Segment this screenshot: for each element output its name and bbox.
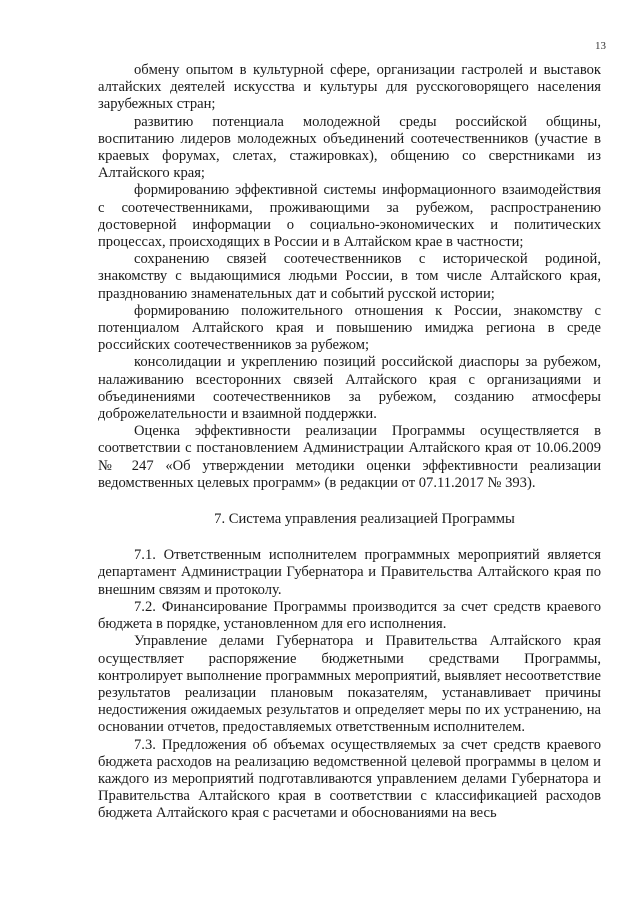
paragraph: консолидации и укреплению позиций российской диаспоры за рубежом, налаживанию всесторонних связей Алтайского края с организациями и объединениями соотечественников за рубежом, созданию атмосферы доброжелательности и взаимной поддержки. — [98, 354, 601, 423]
paragraph: формированию эффективной системы информационного взаимодействия с соотечественниками, проживающими за рубежом, распространению достоверной информации о социально-экономических и политических процессах, происходящих в России и в Алтайском крае в частности; — [98, 182, 601, 251]
paragraph: развитию потенциала молодежной среды российской общины, воспитанию лидеров молодежных объединений соотечественников (участие в краевых форумах, слетах, стажировках), общению со сверстниками из Алтайского края; — [98, 113, 601, 182]
paragraph: формированию положительного отношения к России, знакомству с потенциалом Алтайского края и повышению имиджа региона в среде российских соотечественников за рубежом; — [98, 302, 601, 354]
paragraph: обмену опытом в культурной сфере, организации гастролей и выставок алтайских деятелей искусства и культуры для русскоговорящего населения зарубежных стран; — [98, 62, 601, 113]
paragraph: 7.1. Ответственным исполнителем программных мероприятий является департамент Администрации Губернатора и Правительства Алтайского края по внешним связям и протоколу. — [98, 547, 601, 598]
paragraph: сохранению связей соотечественников с исторической родиной, знакомству с выдающимися людьми России, в том числе Алтайского края, празднованию знаменательных дат и событий русской истории; — [98, 251, 601, 302]
document-body — [98, 62, 601, 823]
page-number: 13 — [595, 40, 606, 52]
paragraph: Управление делами Губернатора и Правительства Алтайского края осуществляет распоряжение бюджетными средствами Программы, контролирует выполнение программных мероприятий, выявляет несоответствие результатов реализации плановым показателям, устанавливает причины недостижения ожидаемых результатов и определяет меры по их устранению, на основании отчетов, предоставляемых ответственным исполнителем. — [98, 633, 601, 736]
section-heading: 7. Система управления реализацией Программы — [214, 511, 515, 528]
paragraph: Оценка эффективности реализации Программы осуществляется в соответствии с постановлением Администрации Алтайского края от 10.06.2009 № 247 «Об утверждении методики оценки эффективности реализации ведомственных целевых программ» (в редакции от 07.11.2017 № 393). — [98, 423, 601, 491]
paragraph: 7.2. Финансирование Программы производится за счет средств краевого бюджета в порядке, установленном для его исполнения. — [98, 598, 601, 633]
paragraph: 7.3. Предложения об объемах осуществляемых за счет средств краевого бюджета расходов на реализацию ведомственной целевой программы в целом и каждого из мероприятий подготавливаются управлением делами Губернатора и Правительства Алтайского края в соответствии с классификацией расходов бюджета Алтайского края с расчетами и обоснованиями на весь — [98, 736, 601, 822]
